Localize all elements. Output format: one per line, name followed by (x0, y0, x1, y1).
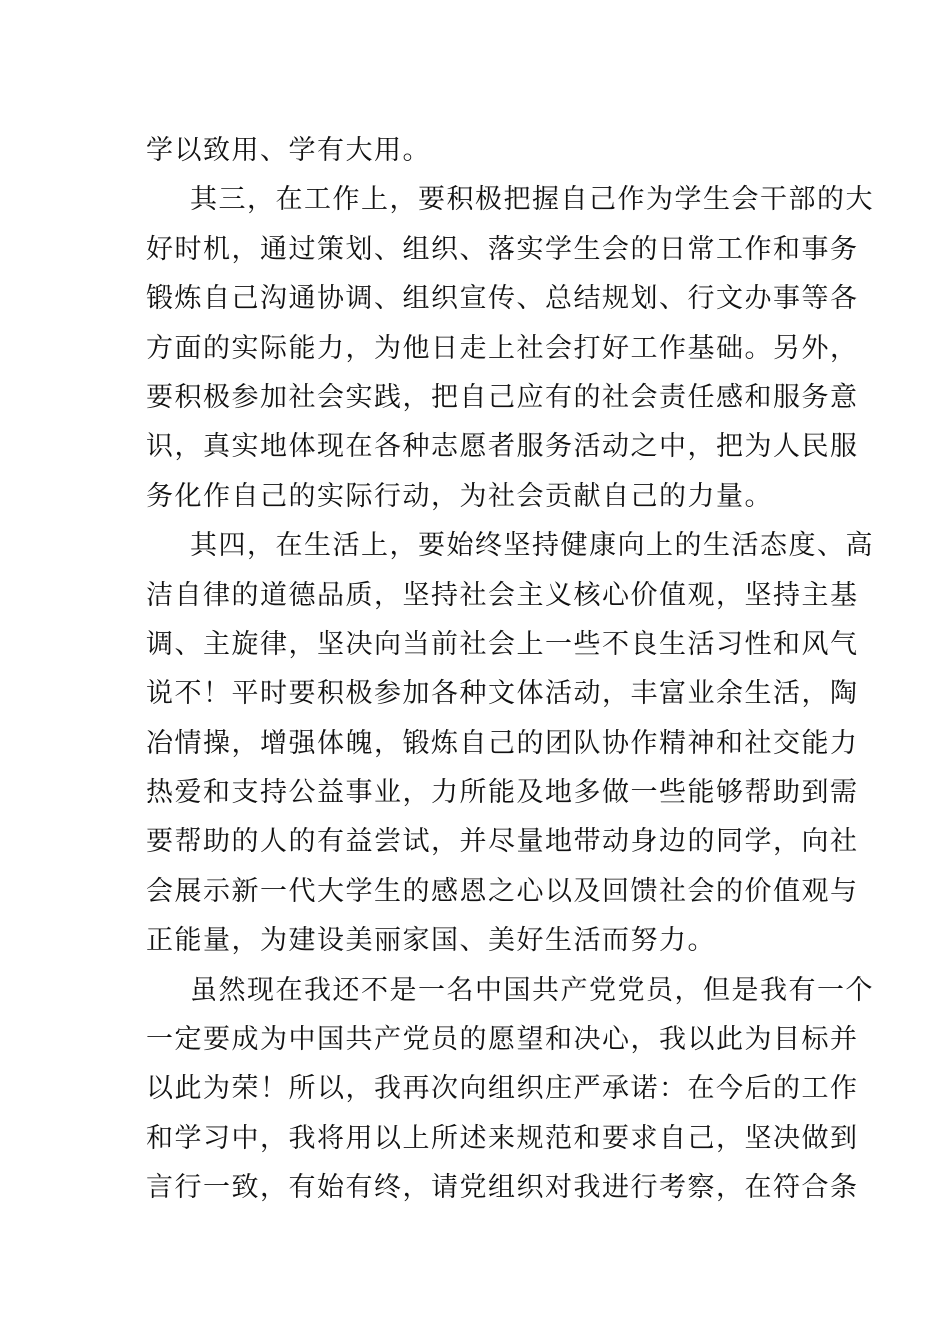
text-line: 方面的实际能力，为他日走上社会打好工作基础。另外， (146, 332, 859, 364)
text-line: 学以致用、学有大用。 (146, 135, 431, 166)
text-line: 务化作自己的实际行动，为社会贡献自己的力量。 (146, 480, 773, 512)
body-text (146, 126, 874, 1213)
text-line: 正能量，为建设美丽家国、美好生活而努力。 (146, 925, 716, 957)
text-line: 好时机，通过策划、组织、落实学生会的日常工作和事务 (146, 233, 859, 265)
text-line: 识，真实地体现在各种志愿者服务活动之中，把为人民服 (146, 431, 859, 463)
text-line: 和学习中，我将用以上所述来规范和要求自己，坚决做到 (146, 1122, 859, 1154)
text-line: 要帮助的人的有益尝试，并尽量地带动身边的同学，向社 (146, 826, 859, 858)
text-line: 言行一致，有始有终，请党组织对我进行考察，在符合条 (146, 1172, 859, 1204)
paragraph-start-line: 其四，在生活上，要始终坚持健康向上的生活态度、高 (190, 530, 874, 562)
text-line: 以此为荣！所以，我再次向组织庄严承诺：在今后的工作 (146, 1073, 859, 1105)
paragraph-start-line: 虽然现在我还不是一名中国共产党党员，但是我有一个 (190, 974, 874, 1006)
text-line: 洁自律的道德品质，坚持社会主义核心价值观，坚持主基 (146, 579, 859, 611)
text-line: 调、主旋律，坚决向当前社会上一些不良生活习性和风气 (146, 628, 859, 660)
text-line: 锻炼自己沟通协调、组织宣传、总结规划、行文办事等各 (146, 283, 859, 315)
text-line: 要积极参加社会实践，把自己应有的社会责任感和服务意 (146, 381, 859, 413)
text-line: 说不！平时要积极参加各种文体活动，丰富业余生活，陶 (146, 678, 859, 710)
text-line: 热爱和支持公益事业，力所能及地多做一些能够帮助到需 (146, 777, 859, 809)
text-line: 一定要成为中国共产党员的愿望和决心，我以此为目标并 (146, 1024, 859, 1056)
paragraph-start-line: 其三，在工作上，要积极把握自己作为学生会干部的大 (190, 184, 874, 216)
text-line: 冶情操，增强体魄，锻炼自己的团队协作精神和社交能力 (146, 727, 859, 759)
text-line: 会展示新一代大学生的感恩之心以及回馈社会的价值观与 (146, 875, 859, 907)
